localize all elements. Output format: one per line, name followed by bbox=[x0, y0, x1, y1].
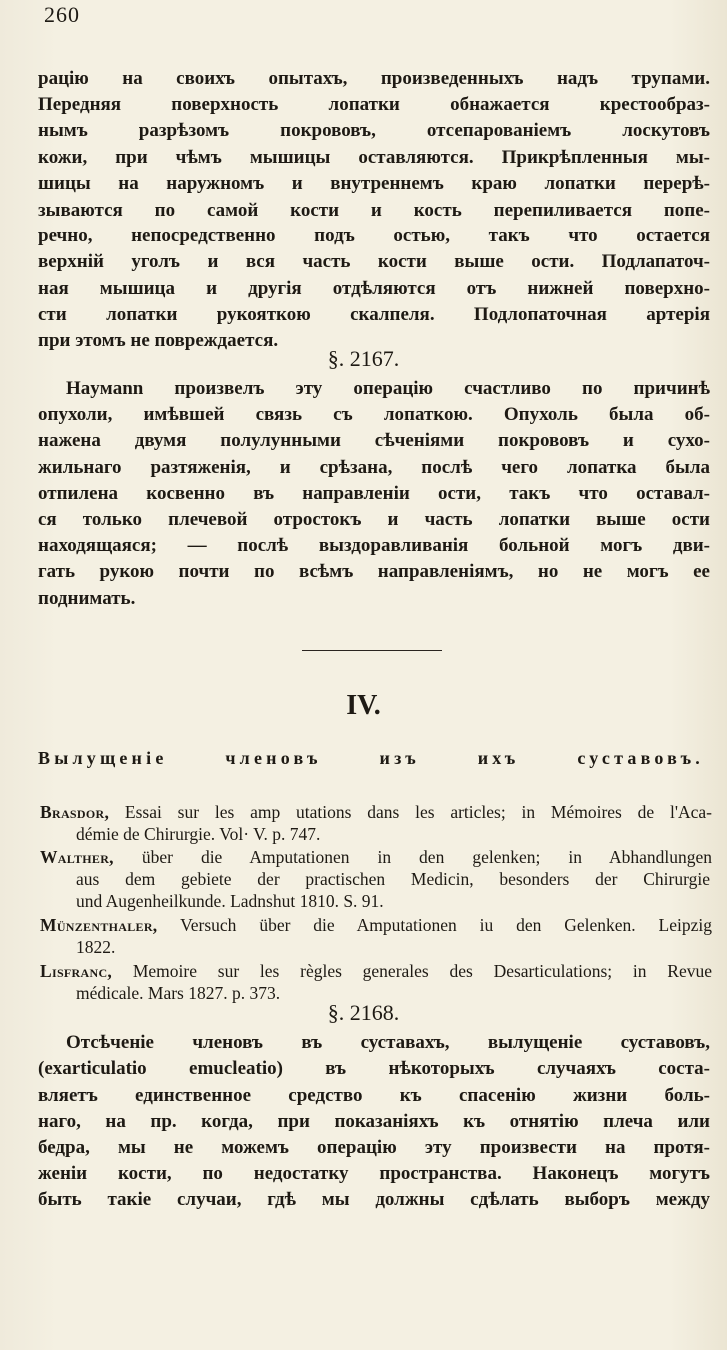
page-number: 260 bbox=[44, 2, 80, 27]
reference-line bbox=[40, 960, 712, 982]
text-line: нымъ разрѣзомъ покрововъ, отсепарованіемъ лоскутовъ bbox=[38, 120, 710, 141]
text-line: жильнаго разтяженія, и срѣзана, послѣ чего лопатка была bbox=[38, 457, 710, 478]
text-line: Передняя поверхность лопатки обнажается крестообраз- bbox=[38, 94, 710, 115]
text-line: нажена двумя полулунными сѣченіями покрововъ и сухо- bbox=[38, 430, 710, 451]
text-line: ная мышица и другія отдѣляются отъ нижней поверхно- bbox=[38, 278, 710, 299]
section-heading-2168: §. 2168. bbox=[327, 1000, 400, 1025]
text-line: вляетъ единственное средство къ спасенію жизни боль- bbox=[38, 1085, 710, 1106]
reference-line bbox=[40, 846, 712, 868]
text-line: Hayмann произвелъ эту операцію счастливо по причинѣ bbox=[66, 378, 710, 399]
reference-author: Lisfranc, bbox=[40, 961, 113, 981]
text-line: поднимать. bbox=[38, 588, 136, 609]
text-line: опухоли, имѣвшей связь съ лопаткою. Опухоль была об- bbox=[38, 404, 710, 425]
text-line: зываются по самой кости и кость перепиливается попе- bbox=[38, 200, 710, 221]
reference-line bbox=[40, 801, 712, 823]
reference-line: démie de Chirurgie. Vol· V. p. 747. bbox=[76, 824, 321, 844]
text-line: находящаяся; — послѣ выздоравливанія больной могъ дви- bbox=[38, 535, 710, 556]
reference-line bbox=[40, 914, 712, 936]
reference-line: 1822. bbox=[76, 937, 116, 957]
text-line: сти лопатки рукояткою скалпеля. Подлопаточная артерія bbox=[38, 304, 710, 325]
reference-line: médicale. Mars 1827. p. 373. bbox=[76, 983, 281, 1003]
divider-rule bbox=[302, 650, 442, 651]
text-line: отпилена косвенно въ направленіи ости, такъ что оставал- bbox=[38, 483, 710, 504]
reference-line: und Augenheilkunde. Ladnshut 1810. S. 91. bbox=[76, 891, 384, 911]
text-line: наго, на пр. когда, при показаніяхъ къ отнятію плеча или bbox=[38, 1111, 710, 1132]
section-heading-2167: §. 2167. bbox=[327, 346, 400, 371]
text-line: быть такіе случаи, гдѣ мы должны сдѣлать выборъ между bbox=[38, 1189, 710, 1210]
text-line: рацію на своихъ опытахъ, произведенныхъ надъ трупами. bbox=[38, 68, 710, 89]
reference-text: Versuch über die Amputationen iu den Gelenken. Leipzig bbox=[180, 915, 712, 935]
text-line: при этомъ не повреждается. bbox=[38, 330, 279, 351]
reference-author: Walther, bbox=[40, 847, 114, 867]
reference-line: aus dem gebiete der practischen Medicin, besonders der Chirurgie bbox=[76, 869, 710, 889]
text-line: ся только плечевой отростокъ и часть лопатки выше ости bbox=[38, 509, 710, 530]
reference-author: Brasdor, bbox=[40, 802, 110, 822]
text-line: речно, непосредственно подъ остью, такъ что остается bbox=[38, 225, 710, 246]
reference-author: Münzenthaler, bbox=[40, 915, 158, 935]
text-line: гать рукою почти по всѣмъ направленіямъ, но не могъ ее bbox=[38, 561, 710, 582]
chapter-numeral: IV. bbox=[346, 690, 381, 721]
reference-text: Memoire sur les règles generales des Desarticulations; in Revue bbox=[132, 961, 712, 981]
chapter-title: Вылущеніе членовъ изъ ихъ суставовъ. bbox=[38, 748, 704, 768]
reference-text: Essai sur les amp utations dans les articles; in Mémoires de l'Aca- bbox=[124, 802, 712, 822]
text-line: верхній уголъ и вся часть кости выше ости. Подлапаточ- bbox=[38, 251, 710, 272]
text-line: Отсѣченіе членовъ въ суставахъ, вылущеніе суставовъ, bbox=[66, 1032, 710, 1053]
text-line: женіи кости, по недостатку пространства. Наконецъ могутъ bbox=[38, 1163, 710, 1184]
text-line: шицы на наружномъ и внутреннемъ краю лопатки перерѣ- bbox=[38, 173, 710, 194]
text-line: (exarticulatio emucleatio) въ нѣкоторыхъ случаяхъ соста- bbox=[38, 1058, 710, 1079]
reference-text: über die Amputationen in den gelenken; in Abhandlungen bbox=[141, 847, 712, 867]
text-line: кожи, при чѣмъ мышицы оставляются. Прикрѣпленныя мы- bbox=[38, 147, 710, 168]
text-line: бедра, мы не можемъ операцію эту произвести на протя- bbox=[38, 1137, 710, 1158]
